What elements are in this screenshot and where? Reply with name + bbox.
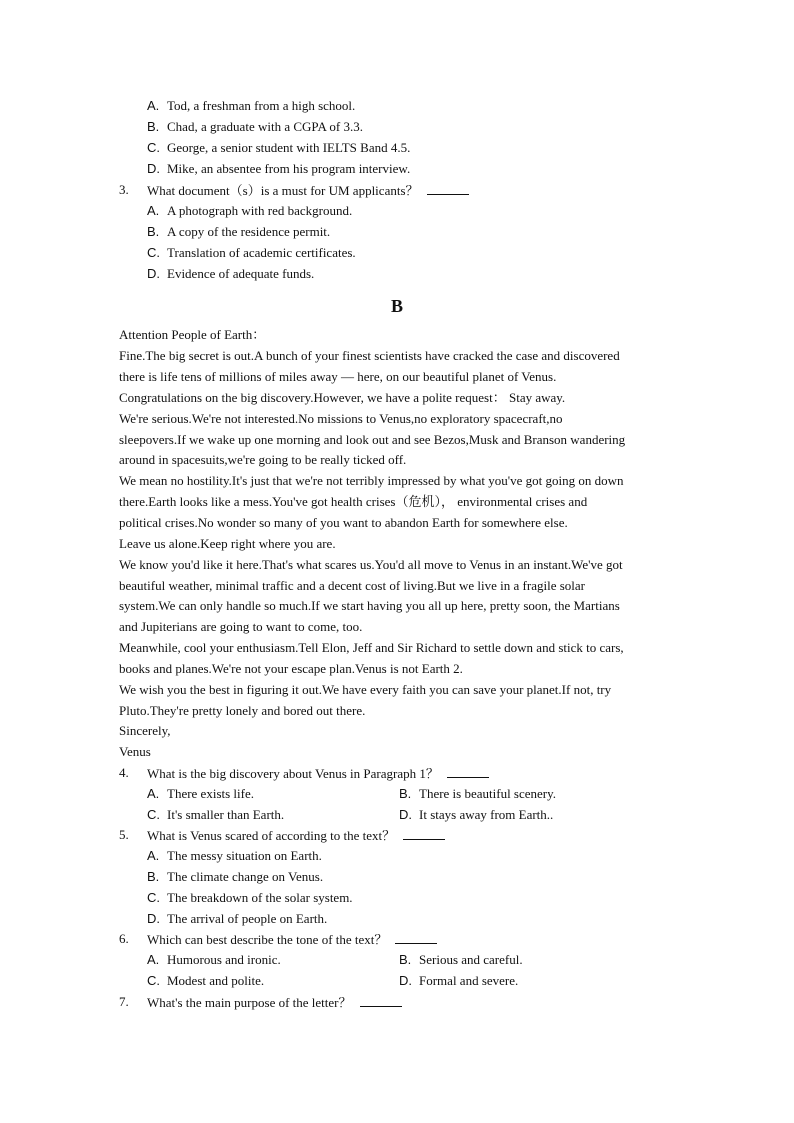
- option-letter: C.: [147, 807, 160, 822]
- option-letter: C.: [147, 245, 160, 260]
- question-text: What is the big discovery about Venus in Paragraph 1？: [147, 766, 439, 781]
- passage-line: We wish you the best in figuring it out.We have every faith you can save your planet.If not, try: [119, 682, 612, 697]
- option-letter: B.: [147, 119, 160, 134]
- option-letter: D.: [147, 161, 160, 176]
- option-letter: C.: [147, 890, 160, 905]
- letter-salutation: Attention People of Earth：: [119, 327, 266, 342]
- passage-line: system.We can only handle so much.If we start having you all up here, pretty soon, the Martians: [119, 598, 620, 613]
- q5-option-b: [147, 869, 323, 885]
- option-text: Translation of academic certificates.: [167, 245, 356, 260]
- q5-option-a: [147, 848, 322, 864]
- question-text: What is Venus scared of according to the text？: [147, 828, 396, 843]
- option-letter: A.: [147, 848, 160, 863]
- passage-line: Pluto.They're pretty lonely and bored out there.: [119, 703, 366, 718]
- option-text: Formal and severe.: [419, 973, 519, 988]
- q7-number: 7.: [119, 994, 129, 1009]
- passage-line: there.Earth looks like a mess.You've got health crises（危机）， environmental crises and: [119, 494, 588, 509]
- option-text: Modest and polite.: [167, 973, 265, 988]
- q4-option-d: [399, 807, 553, 823]
- q3-option-b: [147, 224, 330, 240]
- q5-option-d: [147, 911, 327, 927]
- q6-number: 6.: [119, 931, 129, 946]
- passage-line: beautiful weather, minimal traffic and a decent cost of living.But we live in a fragile solar: [119, 578, 585, 593]
- answer-blank: [427, 182, 469, 195]
- option-letter: D.: [399, 807, 412, 822]
- q6-option-c: [147, 973, 264, 989]
- q4-option-c: [147, 807, 284, 823]
- q3-option-d: [147, 266, 314, 282]
- q3-option-a: [147, 203, 352, 219]
- option-text: The climate change on Venus.: [167, 869, 324, 884]
- q2-option-d: [147, 161, 410, 177]
- letter-signature: Venus: [119, 744, 151, 759]
- passage-line: Leave us alone.Keep right where you are.: [119, 536, 336, 551]
- question-text: Which can best describe the tone of the text？: [147, 932, 388, 947]
- q6-question: [147, 931, 437, 948]
- answer-blank: [403, 827, 445, 840]
- option-letter: D.: [147, 266, 160, 281]
- q7-question: [147, 994, 402, 1011]
- letter-closing: Sincerely,: [119, 723, 171, 738]
- passage-line: and Jupiterians are going to want to come, too.: [119, 619, 363, 634]
- q3-question: [147, 182, 469, 199]
- option-text: There is beautiful scenery.: [419, 786, 557, 801]
- option-text: The arrival of people on Earth.: [167, 911, 328, 926]
- option-text: Serious and careful.: [419, 952, 523, 967]
- q5-option-c: [147, 890, 353, 906]
- option-text: It's smaller than Earth.: [167, 807, 285, 822]
- option-letter: A.: [147, 98, 160, 113]
- q3-number: 3.: [119, 182, 129, 197]
- q2-option-a: [147, 98, 355, 114]
- q4-question: [147, 765, 489, 782]
- question-text: What's the main purpose of the letter？: [147, 995, 352, 1010]
- option-letter: A.: [147, 203, 160, 218]
- q4-option-a: [147, 786, 254, 802]
- passage-line: Fine.The big secret is out.A bunch of your finest scientists have cracked the case and discovered: [119, 348, 620, 363]
- passage-line: sleepovers.If we wake up one morning and look out and see Bezos,Musk and Branson wandering: [119, 432, 626, 447]
- option-letter: A.: [147, 952, 160, 967]
- passage-line: We're serious.We're not interested.No missions to Venus,no exploratory spacecraft,no: [119, 411, 563, 426]
- option-text: Humorous and ironic.: [167, 952, 281, 967]
- option-text: George, a senior student with IELTS Band 4.5.: [167, 140, 411, 155]
- option-letter: C.: [147, 140, 160, 155]
- option-letter: D.: [399, 973, 412, 988]
- option-text: A copy of the residence permit.: [167, 224, 331, 239]
- q2-option-b: [147, 119, 363, 135]
- passage-line: there is life tens of millions of miles away — here, on our beautiful planet of Venus.: [119, 369, 557, 384]
- option-letter: B.: [147, 869, 160, 884]
- option-letter: A.: [147, 786, 160, 801]
- passage-line: books and planes.We're not your escape plan.Venus is not Earth 2.: [119, 661, 463, 676]
- option-letter: B.: [399, 786, 412, 801]
- q4-option-b: [399, 786, 556, 802]
- answer-blank: [360, 994, 402, 1007]
- passage-line: political crises.No wonder so many of you want to abandon Earth for somewhere else.: [119, 515, 568, 530]
- q5-question: [147, 827, 445, 844]
- option-text: Mike, an absentee from his program interview.: [167, 161, 411, 176]
- passage-line: We know you'd like it here.That's what scares us.You'd all move to Venus in an instant.We've got: [119, 557, 623, 572]
- question-text: What document（s）is a must for UM applicants？: [147, 183, 419, 198]
- option-letter: C.: [147, 973, 160, 988]
- q3-option-c: [147, 245, 356, 261]
- option-letter: B.: [147, 224, 160, 239]
- q2-option-c: [147, 140, 410, 156]
- option-text: Evidence of adequate funds.: [167, 266, 315, 281]
- q6-option-d: [399, 973, 518, 989]
- option-letter: B.: [399, 952, 412, 967]
- option-text: The messy situation on Earth.: [167, 848, 322, 863]
- q6-option-b: [399, 952, 523, 968]
- option-text: The breakdown of the solar system.: [167, 890, 353, 905]
- q6-option-a: [147, 952, 281, 968]
- option-text: It stays away from Earth..: [419, 807, 554, 822]
- option-text: A photograph with red background.: [167, 203, 353, 218]
- passage-line: Meanwhile, cool your enthusiasm.Tell Elon, Jeff and Sir Richard to settle down and stick to cars,: [119, 640, 624, 655]
- answer-blank: [395, 931, 437, 944]
- option-letter: D.: [147, 911, 160, 926]
- section-title: B: [390, 296, 403, 316]
- option-text: There exists life.: [167, 786, 254, 801]
- q4-number: 4.: [119, 765, 129, 780]
- passage-line: We mean no hostility.It's just that we're not terribly impressed by what you've got going on down: [119, 473, 624, 488]
- option-text: Chad, a graduate with a CGPA of 3.3.: [167, 119, 363, 134]
- passage-line: around in spacesuits,we're going to be really ticked off.: [119, 452, 407, 467]
- option-text: Tod, a freshman from a high school.: [167, 98, 356, 113]
- q5-number: 5.: [119, 827, 129, 842]
- passage-line: Congratulations on the big discovery.However, we have a polite request： Stay away.: [119, 390, 566, 405]
- answer-blank: [447, 765, 489, 778]
